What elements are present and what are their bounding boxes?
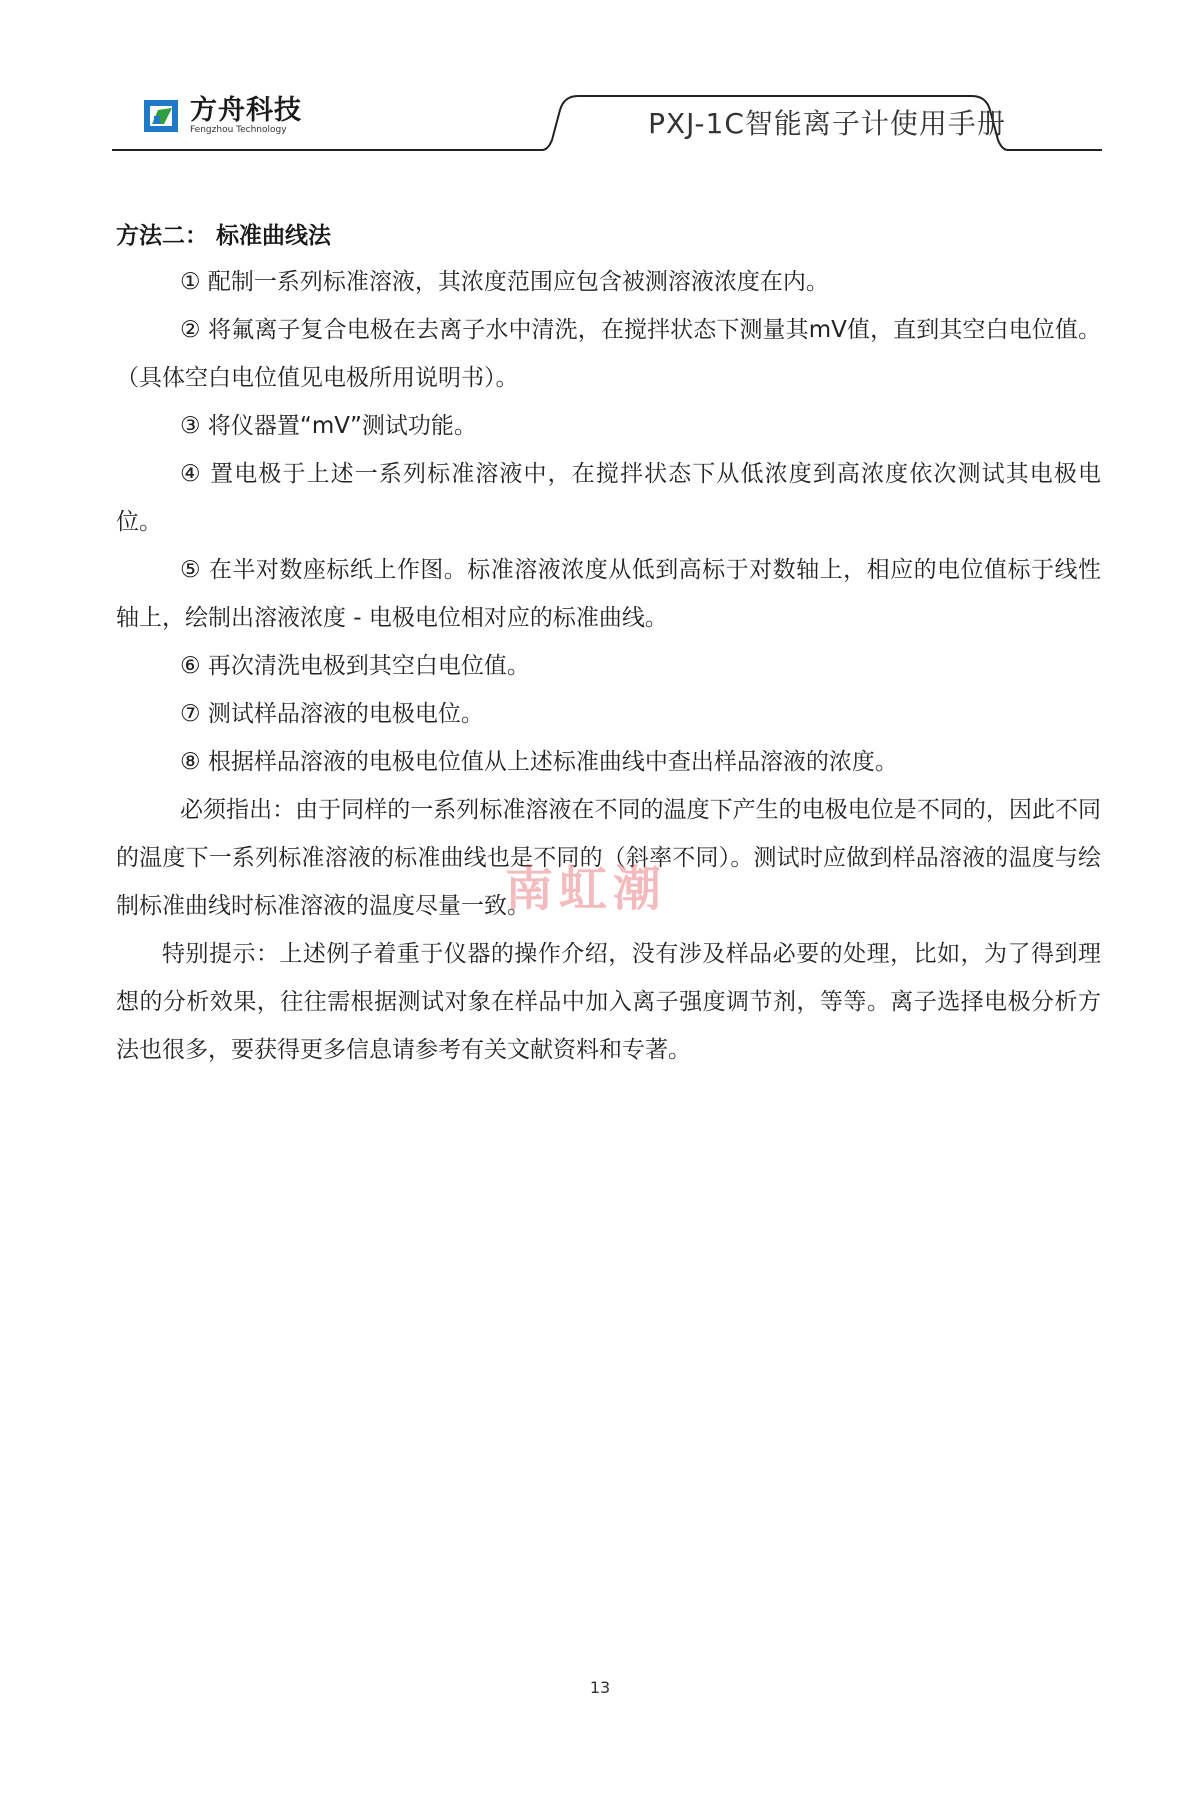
note-paragraph: 必须指出：由于同样的一系列标准溶液在不同的温度下产生的电极电位是不同的，因此不同的温度下一系列标准溶液的标准曲线也是不同的（斜率不同）。测试时应做到样品溶液的温度与绘制标准曲线时标准溶液的温度尽量一致。 [116, 797, 1101, 919]
logo-mark-icon [142, 96, 182, 136]
page-header [112, 88, 1102, 154]
page-number: 13 [589, 1678, 611, 1697]
step-8: ⑧ 根据样品溶液的电极电位值从上述标准曲线中查出样品溶液的浓度。 [180, 749, 898, 775]
step-6: ⑥ 再次清洗电极到其空白电位值。 [180, 653, 530, 679]
logo-chinese-name: 方舟科技 [190, 94, 302, 126]
main-content [116, 214, 1101, 1074]
step-2: ② 将氟离子复合电极在去离子水中清洗，在搅拌状态下测量其mV值，直到其空白电位值。（具体空白电位值见电极所用说明书）。 [116, 317, 1101, 391]
company-logo [142, 88, 302, 143]
logo-english-name: Fengzhou Technology [190, 124, 287, 135]
watermark-stamp: 南虹潮 [505, 861, 668, 917]
step-4: ④ 置电极于上述一系列标准溶液中，在搅拌状态下从低浓度到高浓度依次测试其电极电位。 [116, 461, 1101, 535]
step-3: ③ 将仪器置“mV”测试功能。 [180, 413, 477, 439]
step-1: ① 配制一系列标准溶液，其浓度范围应包含被测溶液浓度在内。 [180, 269, 829, 295]
section-heading: 方法二： 标准曲线法 [116, 223, 332, 249]
step-5: ⑤ 在半对数座标纸上作图。标准溶液浓度从低到高标于对数轴上，相应的电位值标于线性轴上，绘制出溶液浓度 - 电极电位相对应的标准曲线。 [116, 557, 1101, 631]
manual-title: PXJ-1C智能离子计使用手册 [648, 107, 1006, 140]
tip-paragraph: 特别提示：上述例子着重于仪器的操作介绍，没有涉及样品必要的处理，比如，为了得到理想的分析效果，往往需根据测试对象在样品中加入离子强度调节剂，等等。离子选择电极分析方法也很多，要获得更多信息请参考有关文献资料和专著。 [116, 941, 1101, 1063]
step-7: ⑦ 测试样品溶液的电极电位。 [180, 701, 484, 727]
